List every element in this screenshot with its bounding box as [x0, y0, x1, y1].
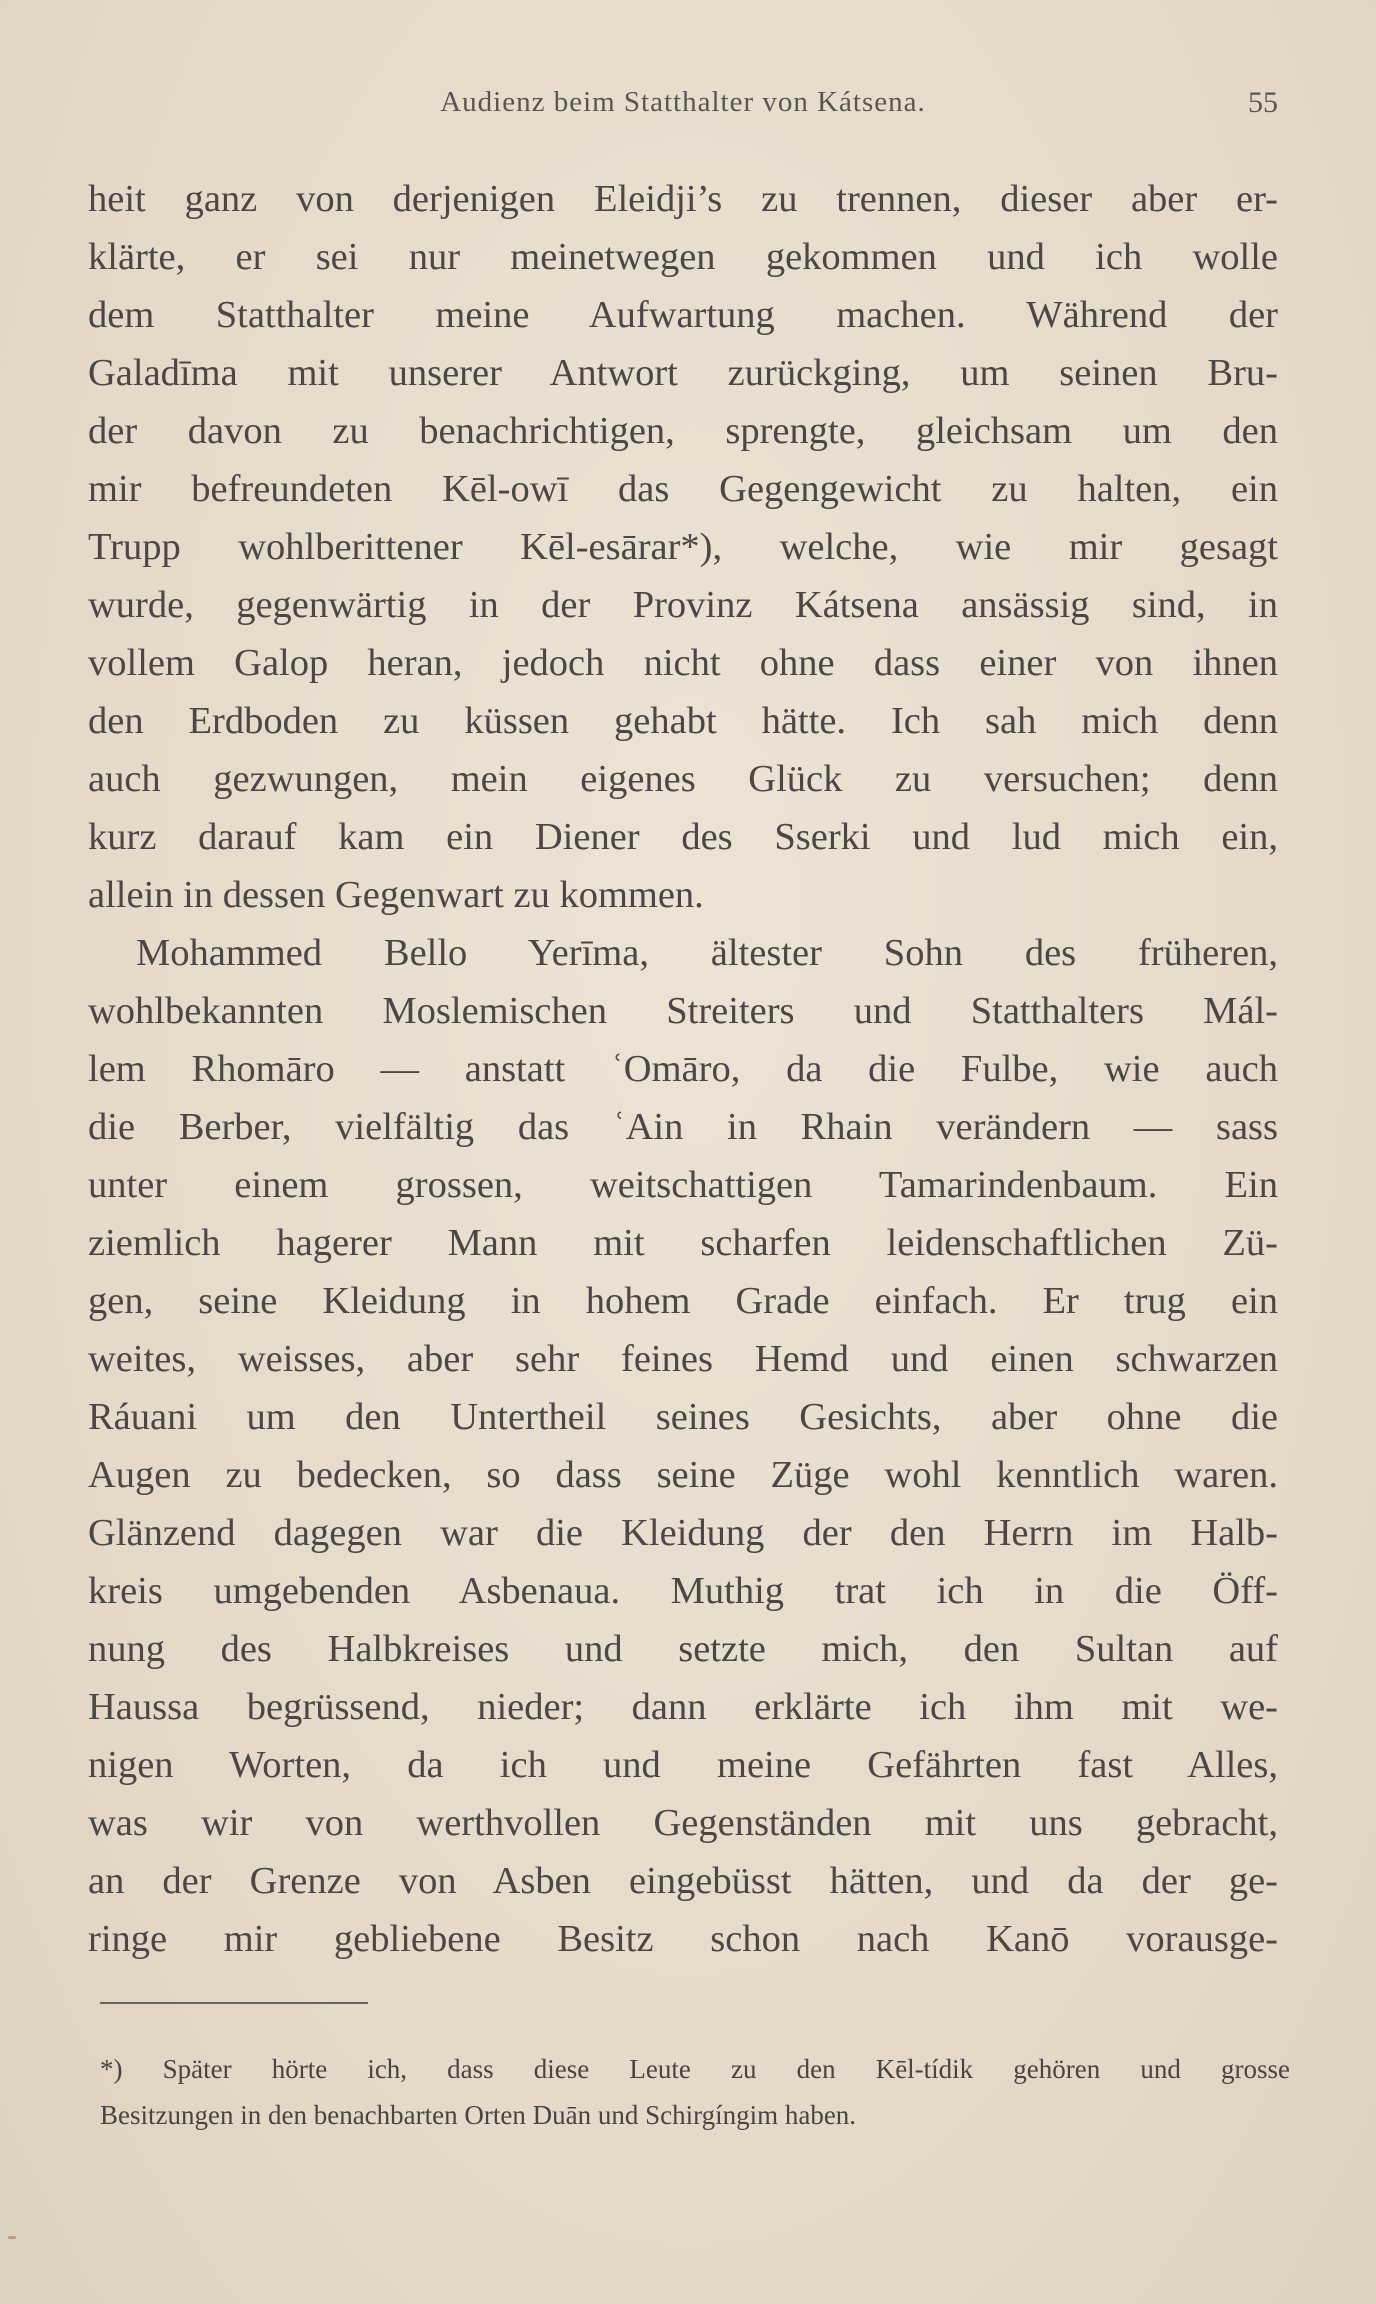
text-line: wohlbekannten Moslemischen Streiters und Statthalters Mál-: [88, 990, 1278, 1032]
footnote-line: *) Später hörte ich, dass diese Leute zu den Kēl-tídik gehören und grosse: [100, 2054, 1290, 2084]
text-line: an der Grenze von Asben eingebüsst hätten, und da der ge-: [88, 1860, 1278, 1902]
text-line: kreis umgebenden Asbenaua. Muthig trat ich in die Öff-: [88, 1570, 1278, 1612]
running-title: Audienz beim Statthalter von Kátsena.: [440, 86, 926, 118]
paper-mark: [8, 2236, 16, 2239]
text-line: vollem Galop heran, jedoch nicht ohne dass einer von ihnen: [88, 642, 1278, 684]
footnote-line: Besitzungen in den benachbarten Orten Duān und Schirgíngim haben.: [100, 2100, 857, 2130]
text-line: auch gezwungen, mein eigenes Glück zu versuchen; denn: [88, 758, 1278, 800]
text-line: Ráuani um den Untertheil seines Gesichts, aber ohne die: [88, 1396, 1278, 1438]
text-line: wurde, gegenwärtig in der Provinz Kátsena ansässig sind, in: [88, 584, 1278, 626]
footnote-rule: [100, 2002, 368, 2004]
text-line: unter einem grossen, weitschattigen Tamarindenbaum. Ein: [88, 1164, 1278, 1206]
text-line: kurz darauf kam ein Diener des Sserki und lud mich ein,: [88, 816, 1278, 858]
text-line: heit ganz von derjenigen Eleidji’s zu trennen, dieser aber er-: [88, 178, 1278, 220]
running-head: [88, 86, 1278, 126]
text-line: Mohammed Bello Yerīma, ältester Sohn des früheren,: [136, 932, 1278, 974]
text-line: die Berber, vielfältig das ʿAin in Rhain verändern — sass: [88, 1106, 1278, 1148]
text-line: ringe mir gebliebene Besitz schon nach Kanō vorausge-: [88, 1918, 1278, 1960]
text-line: Trupp wohlberittener Kēl-esārar*), welche, wie mir gesagt: [88, 526, 1278, 568]
text-line: klärte, er sei nur meinetwegen gekommen und ich wolle: [88, 236, 1278, 278]
text-line: nigen Worten, da ich und meine Gefährten fast Alles,: [88, 1744, 1278, 1786]
text-line: weites, weisses, aber sehr feines Hemd und einen schwarzen: [88, 1338, 1278, 1380]
text-line: lem Rhomāro — anstatt ʿOmāro, da die Fulbe, wie auch: [88, 1048, 1278, 1090]
text-line: nung des Halbkreises und setzte mich, den Sultan auf: [88, 1628, 1278, 1670]
text-line: mir befreundeten Kēl-owī das Gegengewicht zu halten, ein: [88, 468, 1278, 510]
text-line: dem Statthalter meine Aufwartung machen. Während der: [88, 294, 1278, 336]
text-line: Augen zu bedecken, so dass seine Züge wohl kenntlich waren.: [88, 1454, 1278, 1496]
text-line: den Erdboden zu küssen gehabt hätte. Ich sah mich denn: [88, 700, 1278, 742]
footnote: [100, 2046, 1290, 2138]
text-line: Glänzend dagegen war die Kleidung der den Herrn im Halb-: [88, 1512, 1278, 1554]
page-number: 55: [1248, 86, 1278, 119]
text-line: was wir von werthvollen Gegenständen mit uns gebracht,: [88, 1802, 1278, 1844]
text-line: allein in dessen Gegenwart zu kommen.: [88, 874, 704, 916]
text-line: Haussa begrüssend, nieder; dann erklärte ich ihm mit we-: [88, 1686, 1278, 1728]
text-line: ziemlich hagerer Mann mit scharfen leidenschaftlichen Zü-: [88, 1222, 1278, 1264]
text-line: gen, seine Kleidung in hohem Grade einfach. Er trug ein: [88, 1280, 1278, 1322]
text-line: Galadīma mit unserer Antwort zurückging, um seinen Bru-: [88, 352, 1278, 394]
text-line: der davon zu benachrichtigen, sprengte, gleichsam um den: [88, 410, 1278, 452]
body-text: [88, 170, 1278, 1968]
